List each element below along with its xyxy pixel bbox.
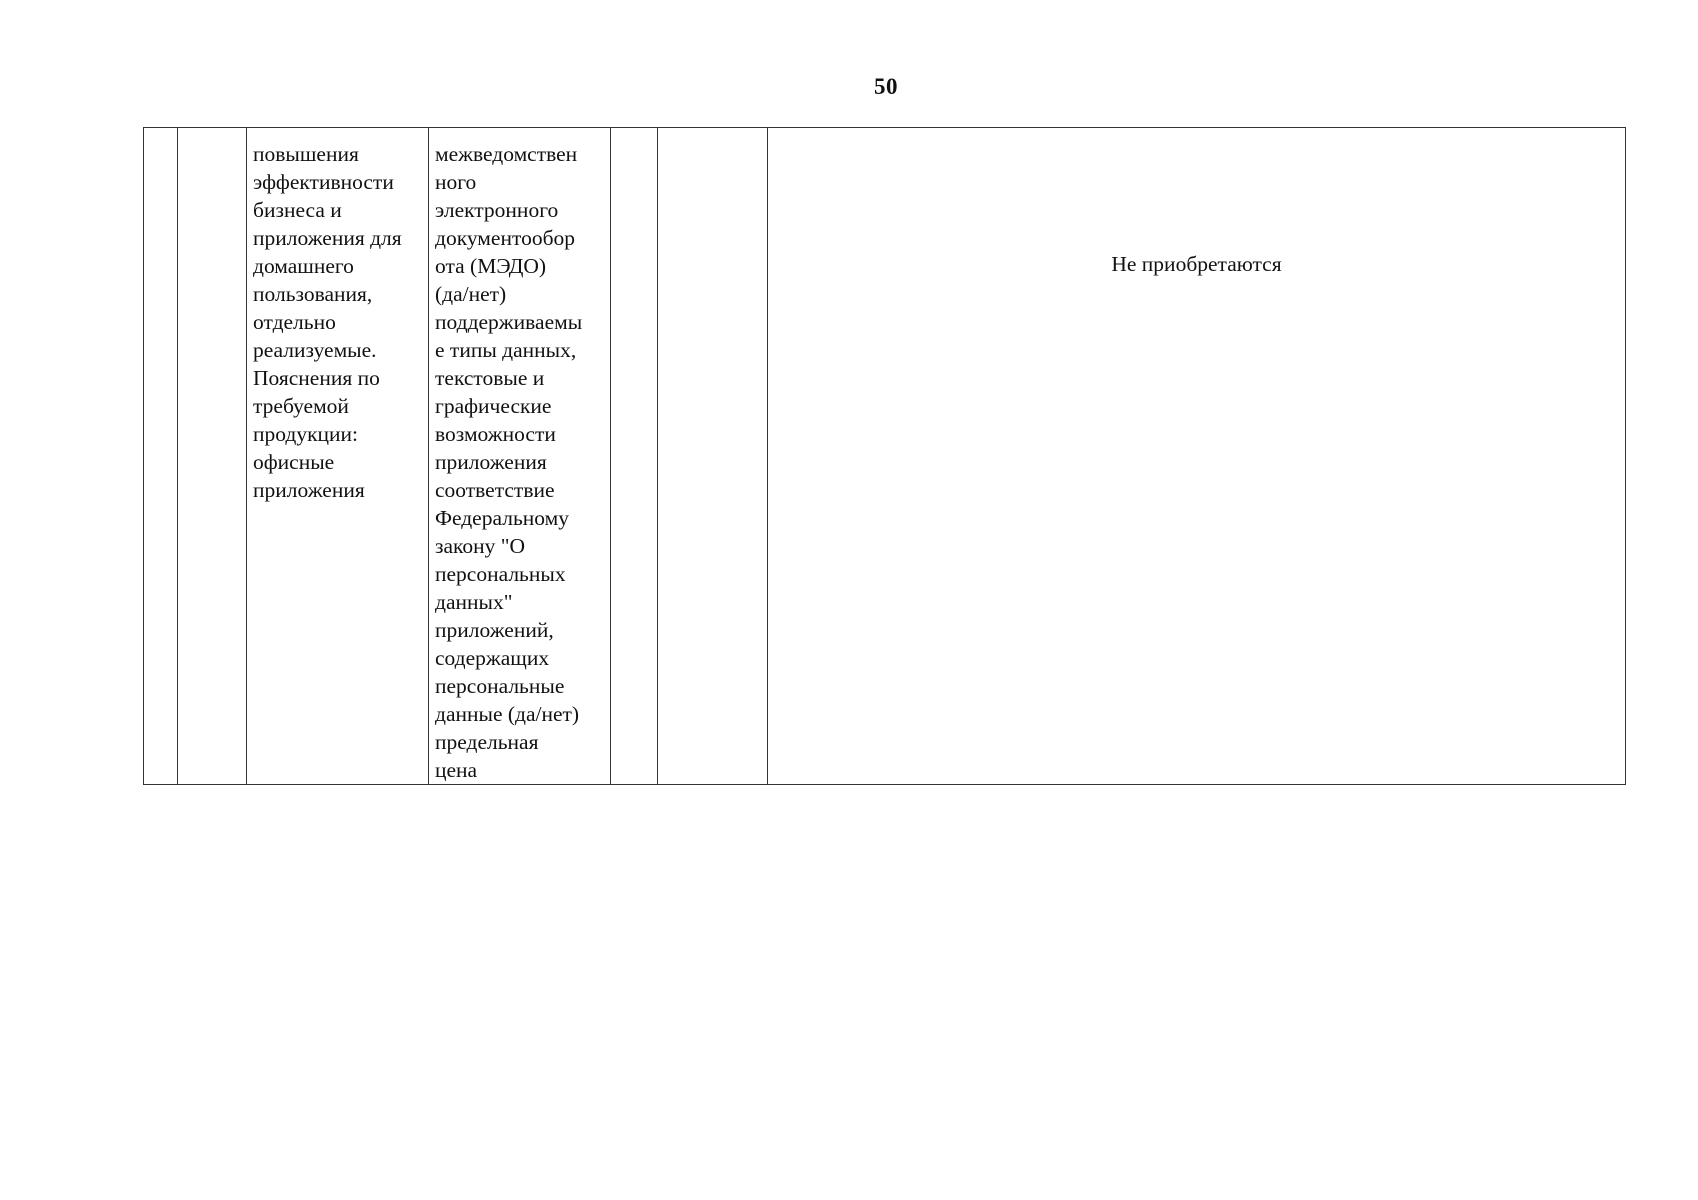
cell-text-line: электронного: [435, 198, 559, 222]
requirements-table: [143, 127, 1626, 785]
table-row: [144, 128, 1626, 785]
page-number: 50: [874, 74, 898, 99]
cell-text-line: возможности: [435, 422, 556, 446]
cell-text-line: межведомствен: [435, 142, 578, 166]
cell-text-line: офисные: [253, 450, 335, 474]
cell-text-line: Пояснения по: [253, 366, 380, 390]
cell-text-line: цена: [435, 758, 478, 782]
table-cell-value: [658, 128, 768, 785]
cell-text-line: продукции:: [253, 422, 359, 446]
cell-text-line: повышения: [253, 142, 359, 166]
cell-text-line: предельная: [435, 730, 539, 754]
cell-text-line: требуемой: [253, 394, 349, 418]
cell-text-line: содержащих: [435, 646, 550, 670]
cell-text-line: (да/нет): [435, 282, 507, 306]
cell-text-line: графические: [435, 394, 552, 418]
cell-text-line: данные (да/нет): [435, 702, 580, 726]
cell-text-line: ного: [435, 170, 477, 194]
table-cell-number: [144, 128, 178, 785]
table-cell-code: [178, 128, 247, 785]
cell-text-line: реализуемые.: [253, 338, 377, 362]
table-cell-note: Не приобретаются: [768, 128, 1626, 785]
cell-text-line: персональные: [435, 674, 565, 698]
cell-text-line: персональных: [435, 562, 566, 586]
cell-text-line: бизнеса и: [253, 198, 342, 222]
cell-text-line: данных": [435, 590, 513, 614]
cell-text-line: ота (МЭДО): [435, 254, 547, 278]
cell-text-line: приложения для: [253, 226, 402, 250]
cell-text-line: поддерживаемы: [435, 310, 583, 334]
cell-text-line: документообор: [435, 226, 576, 250]
cell-text-line: отдельно: [253, 310, 336, 334]
cell-text-line: текстовые и: [435, 366, 545, 390]
table-cell-unit: [611, 128, 658, 785]
cell-text-line: пользования,: [253, 282, 373, 306]
cell-text-line: приложений,: [435, 618, 554, 642]
cell-text-line: е типы данных,: [435, 338, 577, 362]
cell-text-line: соответствие: [435, 478, 555, 502]
cell-text-line: закону "О: [435, 534, 526, 558]
cell-text-line: домашнего: [253, 254, 354, 278]
cell-text-line: приложения: [253, 478, 365, 502]
cell-text-line: Федеральному: [435, 506, 569, 530]
cell-text-line: приложения: [435, 450, 547, 474]
table-cell-characteristics: [429, 128, 611, 785]
table-cell-product-name: [247, 128, 429, 785]
cell-text-line: эффективности: [253, 170, 394, 194]
